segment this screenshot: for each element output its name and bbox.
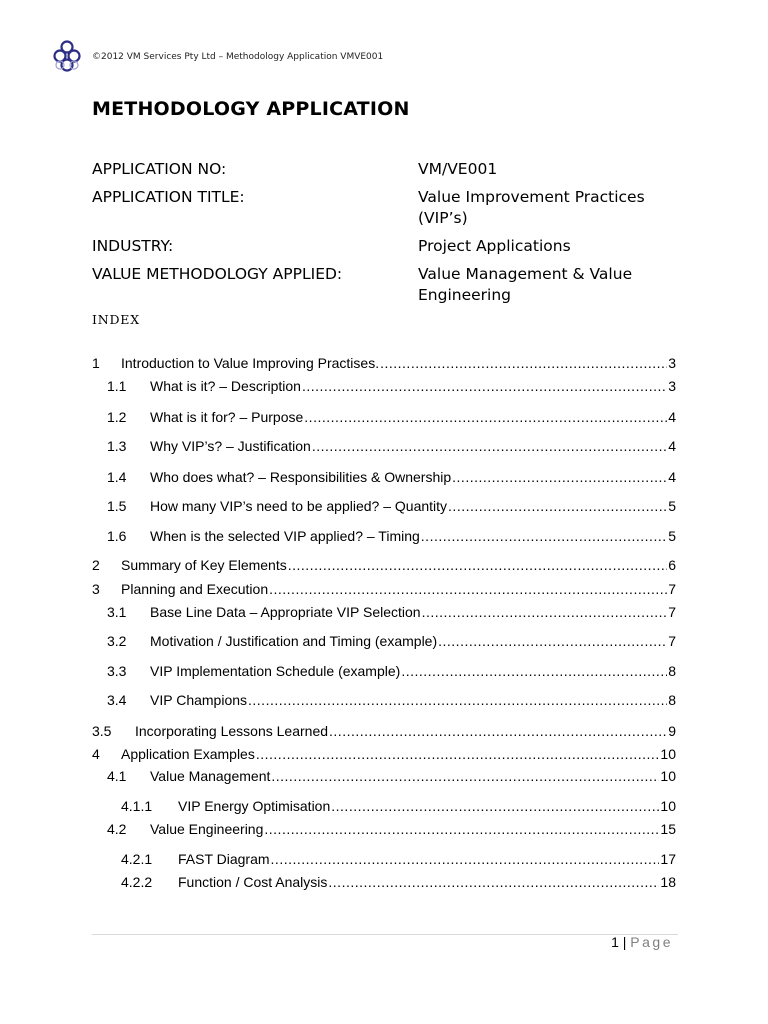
toc-number: 3.3	[107, 663, 127, 679]
toc-number: 3.5	[92, 723, 112, 739]
methodology-value: Value Management & Value Engineering	[418, 265, 633, 304]
toc-title: Value Engineering	[150, 821, 264, 837]
toc-title: How many VIP’s need to be applied? – Quantity	[150, 498, 448, 514]
toc-page: 7	[668, 604, 676, 620]
toc-entry[interactable]	[92, 746, 676, 764]
toc-leader	[271, 851, 660, 867]
toc-page: 7	[668, 581, 676, 597]
toc-page: 8	[668, 663, 676, 679]
toc-entry[interactable]	[92, 663, 676, 681]
toc-title: Summary of Key Elements	[121, 557, 287, 573]
toc-number: 3.4	[107, 692, 127, 708]
toc-leader	[248, 692, 667, 708]
toc-leader	[304, 409, 667, 425]
toc-title: What is it for? – Purpose	[150, 409, 304, 425]
toc-number: 4.2.2	[121, 874, 153, 890]
toc-leader	[329, 723, 667, 739]
toc-title: Value Management	[150, 768, 271, 784]
toc-entry[interactable]	[92, 498, 676, 516]
toc-entry[interactable]	[92, 469, 676, 487]
toc-page: 4	[668, 438, 676, 454]
toc-title: Who does what? – Responsibilities & Ownership	[150, 469, 452, 485]
toc-title: What is it? – Description	[150, 378, 301, 394]
toc-title: Incorporating Lessons Learned	[135, 723, 329, 739]
toc-page: 10	[660, 768, 676, 784]
toc-leader	[452, 469, 667, 485]
application-title-value: Value Improvement Practices (VIP’s)	[418, 188, 645, 227]
industry-label: INDUSTRY:	[92, 237, 174, 255]
toc-entry[interactable]	[92, 692, 676, 710]
toc-page: 3	[668, 355, 676, 371]
toc-leader	[256, 746, 660, 762]
toc-page: 8	[668, 692, 676, 708]
toc-title: Application Examples	[121, 746, 255, 762]
application-no-label: APPLICATION NO:	[92, 160, 227, 178]
toc-title: VIP Champions	[150, 692, 248, 708]
toc-leader	[422, 604, 668, 620]
toc-number: 3.1	[107, 604, 127, 620]
industry-value: Project Applications	[418, 237, 571, 255]
toc-number: 1.6	[107, 528, 127, 544]
toc-entry[interactable]	[92, 604, 676, 622]
toc-number: 1.5	[107, 498, 127, 514]
page-separator: |	[622, 934, 627, 950]
toc-entry[interactable]	[92, 768, 676, 786]
toc-leader	[421, 528, 667, 544]
page-number: 1	[611, 934, 619, 950]
toc-leader	[438, 633, 667, 649]
toc-number: 1.3	[107, 438, 127, 454]
toc-leader	[448, 498, 667, 514]
toc-title: VIP Energy Optimisation	[178, 798, 331, 814]
toc-entry[interactable]	[92, 581, 676, 599]
toc-number: 2	[92, 557, 100, 573]
toc-number: 1.2	[107, 409, 127, 425]
toc-entry[interactable]	[92, 355, 676, 373]
index-heading: INDEX	[92, 312, 140, 327]
toc-entry[interactable]	[92, 438, 676, 456]
toc-leader	[264, 821, 659, 837]
toc-page: 18	[660, 874, 676, 890]
toc-leader	[401, 663, 667, 679]
toc-entry[interactable]	[92, 851, 676, 869]
header-copyright: ©2012 VM Services Pty Ltd – Methodology Application VMVE001	[92, 52, 384, 62]
toc-entry[interactable]	[92, 409, 676, 427]
toc-page: 17	[660, 851, 676, 867]
toc-page: 15	[660, 821, 676, 837]
toc-title: Base Line Data – Appropriate VIP Selection	[150, 604, 421, 620]
document-title: METHODOLOGY APPLICATION	[92, 98, 410, 120]
toc-entry[interactable]	[92, 528, 676, 546]
toc-number: 3	[92, 581, 100, 597]
toc-entry[interactable]	[92, 821, 676, 839]
toc-number: 4.1.1	[121, 798, 153, 814]
toc-entry[interactable]	[92, 723, 676, 741]
toc-entry[interactable]	[92, 378, 676, 396]
toc-leader	[312, 438, 667, 454]
toc-title: Why VIP’s? – Justification	[150, 438, 311, 454]
application-no-value: VM/VE001	[418, 160, 498, 178]
toc-number: 1	[92, 355, 100, 371]
toc-title: Planning and Execution	[121, 581, 269, 597]
toc-number: 3.2	[107, 633, 127, 649]
toc-number: 1.4	[107, 469, 127, 485]
toc-entry[interactable]	[92, 557, 676, 575]
toc-page: 3	[668, 378, 676, 394]
toc-page: 9	[668, 723, 676, 739]
toc-page: 4	[668, 469, 676, 485]
toc-leader	[288, 557, 667, 573]
toc-page: 6	[668, 557, 676, 573]
toc-leader	[269, 581, 667, 597]
toc-page: 5	[668, 498, 676, 514]
toc-page: 10	[660, 746, 676, 762]
toc-number: 4.2	[107, 821, 127, 837]
footer-divider	[92, 934, 678, 935]
toc-page: 4	[668, 409, 676, 425]
page-word: Page	[630, 934, 673, 950]
toc-entry[interactable]	[92, 874, 676, 892]
toc-leader	[328, 874, 659, 890]
toc-number: 4.2.1	[121, 851, 153, 867]
toc-title: Introduction to Value Improving Practises.	[121, 355, 380, 371]
toc-page: 5	[668, 528, 676, 544]
toc-leader	[302, 378, 667, 394]
toc-leader	[380, 355, 667, 371]
page-footer	[611, 934, 673, 950]
toc-title: Function / Cost Analysis	[178, 874, 328, 890]
toc-leader	[271, 768, 659, 784]
toc-title: FAST Diagram	[178, 851, 270, 867]
toc-title: VIP Implementation Schedule (example)	[150, 663, 401, 679]
methodology-label: VALUE METHODOLOGY APPLIED:	[92, 265, 343, 283]
toc-number: 4.1	[107, 768, 127, 784]
toc-page: 7	[668, 633, 676, 649]
toc-leader	[331, 798, 659, 814]
toc-entry[interactable]	[92, 798, 676, 816]
toc-page: 10	[660, 798, 676, 814]
toc-entry[interactable]	[92, 633, 676, 651]
toc-number: 4	[92, 746, 100, 762]
company-logo-icon	[49, 38, 85, 74]
application-title-label: APPLICATION TITLE:	[92, 188, 245, 206]
toc-title: Motivation / Justification and Timing (example)	[150, 633, 438, 649]
toc-title: When is the selected VIP applied? – Timing	[150, 528, 420, 544]
toc-number: 1.1	[107, 378, 127, 394]
